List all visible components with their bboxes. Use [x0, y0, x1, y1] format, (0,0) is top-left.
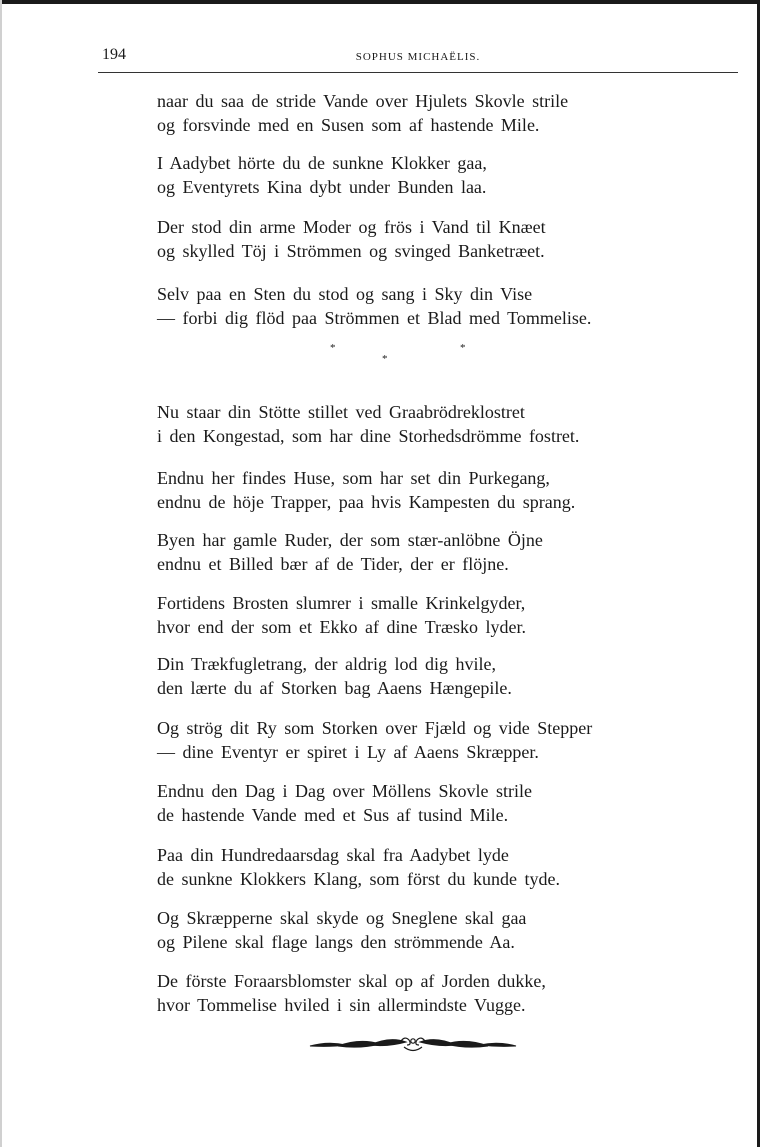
page-header — [100, 46, 736, 70]
verse-line: endnu et Billed bær af de Tider, der er flöjne. — [157, 554, 509, 574]
page-edge-top — [0, 0, 760, 4]
verse-line: Og Skræpperne skal skyde og Sneglene skal gaa — [157, 908, 527, 928]
verse-line: de hastende Vande med et Sus af tusind Mile. — [157, 805, 509, 825]
verse-line: Din Trækfugletrang, der aldrig lod dig hvile, — [157, 654, 496, 674]
verse-line: og forsvinde med en Susen som af hastende Mile. — [157, 115, 540, 135]
stanza-6 — [157, 466, 717, 514]
verse-line: hvor end der som et Ekko af dine Træsko lyder. — [157, 617, 526, 637]
stanza-12 — [157, 843, 717, 891]
stanza-4 — [157, 282, 717, 330]
verse-line: og skylled Töj i Strömmen og svinged Banketræet. — [157, 241, 545, 261]
verse-line: Der stod din arme Moder og frös i Vand til Knæet — [157, 217, 546, 237]
verse-line: Paa din Hundredaarsdag skal fra Aadybet lyde — [157, 845, 509, 865]
stanza-7 — [157, 528, 717, 576]
stanza-11 — [157, 779, 717, 827]
asterisk: * — [382, 353, 388, 365]
verse-line: de sunkne Klokkers Klang, som först du kunde tyde. — [157, 869, 560, 889]
stanza-3 — [157, 215, 717, 263]
page-edge-left — [0, 0, 2, 1147]
verse-line: Endnu den Dag i Dag over Möllens Skovle strile — [157, 781, 532, 801]
page-number: 194 — [102, 46, 126, 63]
asterism — [330, 342, 480, 372]
stanza-1 — [157, 89, 717, 137]
stanza-9 — [157, 652, 717, 700]
verse-line: — forbi dig flöd paa Strömmen et Blad med Tommelise. — [157, 308, 592, 328]
stanza-10 — [157, 716, 717, 764]
header-rule — [98, 72, 738, 73]
verse-line: Nu staar din Stötte stillet ved Graabrödreklostret — [157, 402, 525, 422]
tailpiece-ornament-icon — [308, 1032, 518, 1056]
verse-line: Selv paa en Sten du stod og sang i Sky din Vise — [157, 284, 533, 304]
running-head: SOPHUS MICHAËLIS. — [355, 51, 481, 63]
stanza-5 — [157, 400, 717, 448]
stanza-14 — [157, 969, 717, 1017]
asterisk: * — [330, 342, 336, 354]
verse-line: og Pilene skal flage langs den strömmende Aa. — [157, 932, 515, 952]
verse-line: endnu de höje Trapper, paa hvis Kampesten du sprang. — [157, 492, 576, 512]
stanza-13 — [157, 906, 717, 954]
verse-line: i den Kongestad, som har dine Storhedsdrömme fostret. — [157, 426, 580, 446]
verse-line: Endnu her findes Huse, som har set din Purkegang, — [157, 468, 550, 488]
verse-line: naar du saa de stride Vande over Hjulets Skovle strile — [157, 91, 569, 111]
verse-line: og Eventyrets Kina dybt under Bunden laa. — [157, 177, 487, 197]
verse-line: den lærte du af Storken bag Aaens Hængepile. — [157, 678, 512, 698]
stanza-2 — [157, 151, 717, 199]
verse-line: Byen har gamle Ruder, der som stær-anlöbne Öjne — [157, 530, 543, 550]
verse-line: — dine Eventyr er spiret i Ly af Aaens Skræpper. — [157, 742, 539, 762]
verse-line: I Aadybet hörte du de sunkne Klokker gaa, — [157, 153, 487, 173]
stanza-8 — [157, 591, 717, 639]
verse-line: Og strög dit Ry som Storken over Fjæld og vide Stepper — [157, 718, 593, 738]
verse-line: De förste Foraarsblomster skal op af Jorden dukke, — [157, 971, 546, 991]
verse-line: Fortidens Brosten slumrer i smalle Krinkelgyder, — [157, 593, 526, 613]
asterisk: * — [460, 342, 466, 354]
verse-line: hvor Tommelise hviled i sin allermindste Vugge. — [157, 995, 526, 1015]
